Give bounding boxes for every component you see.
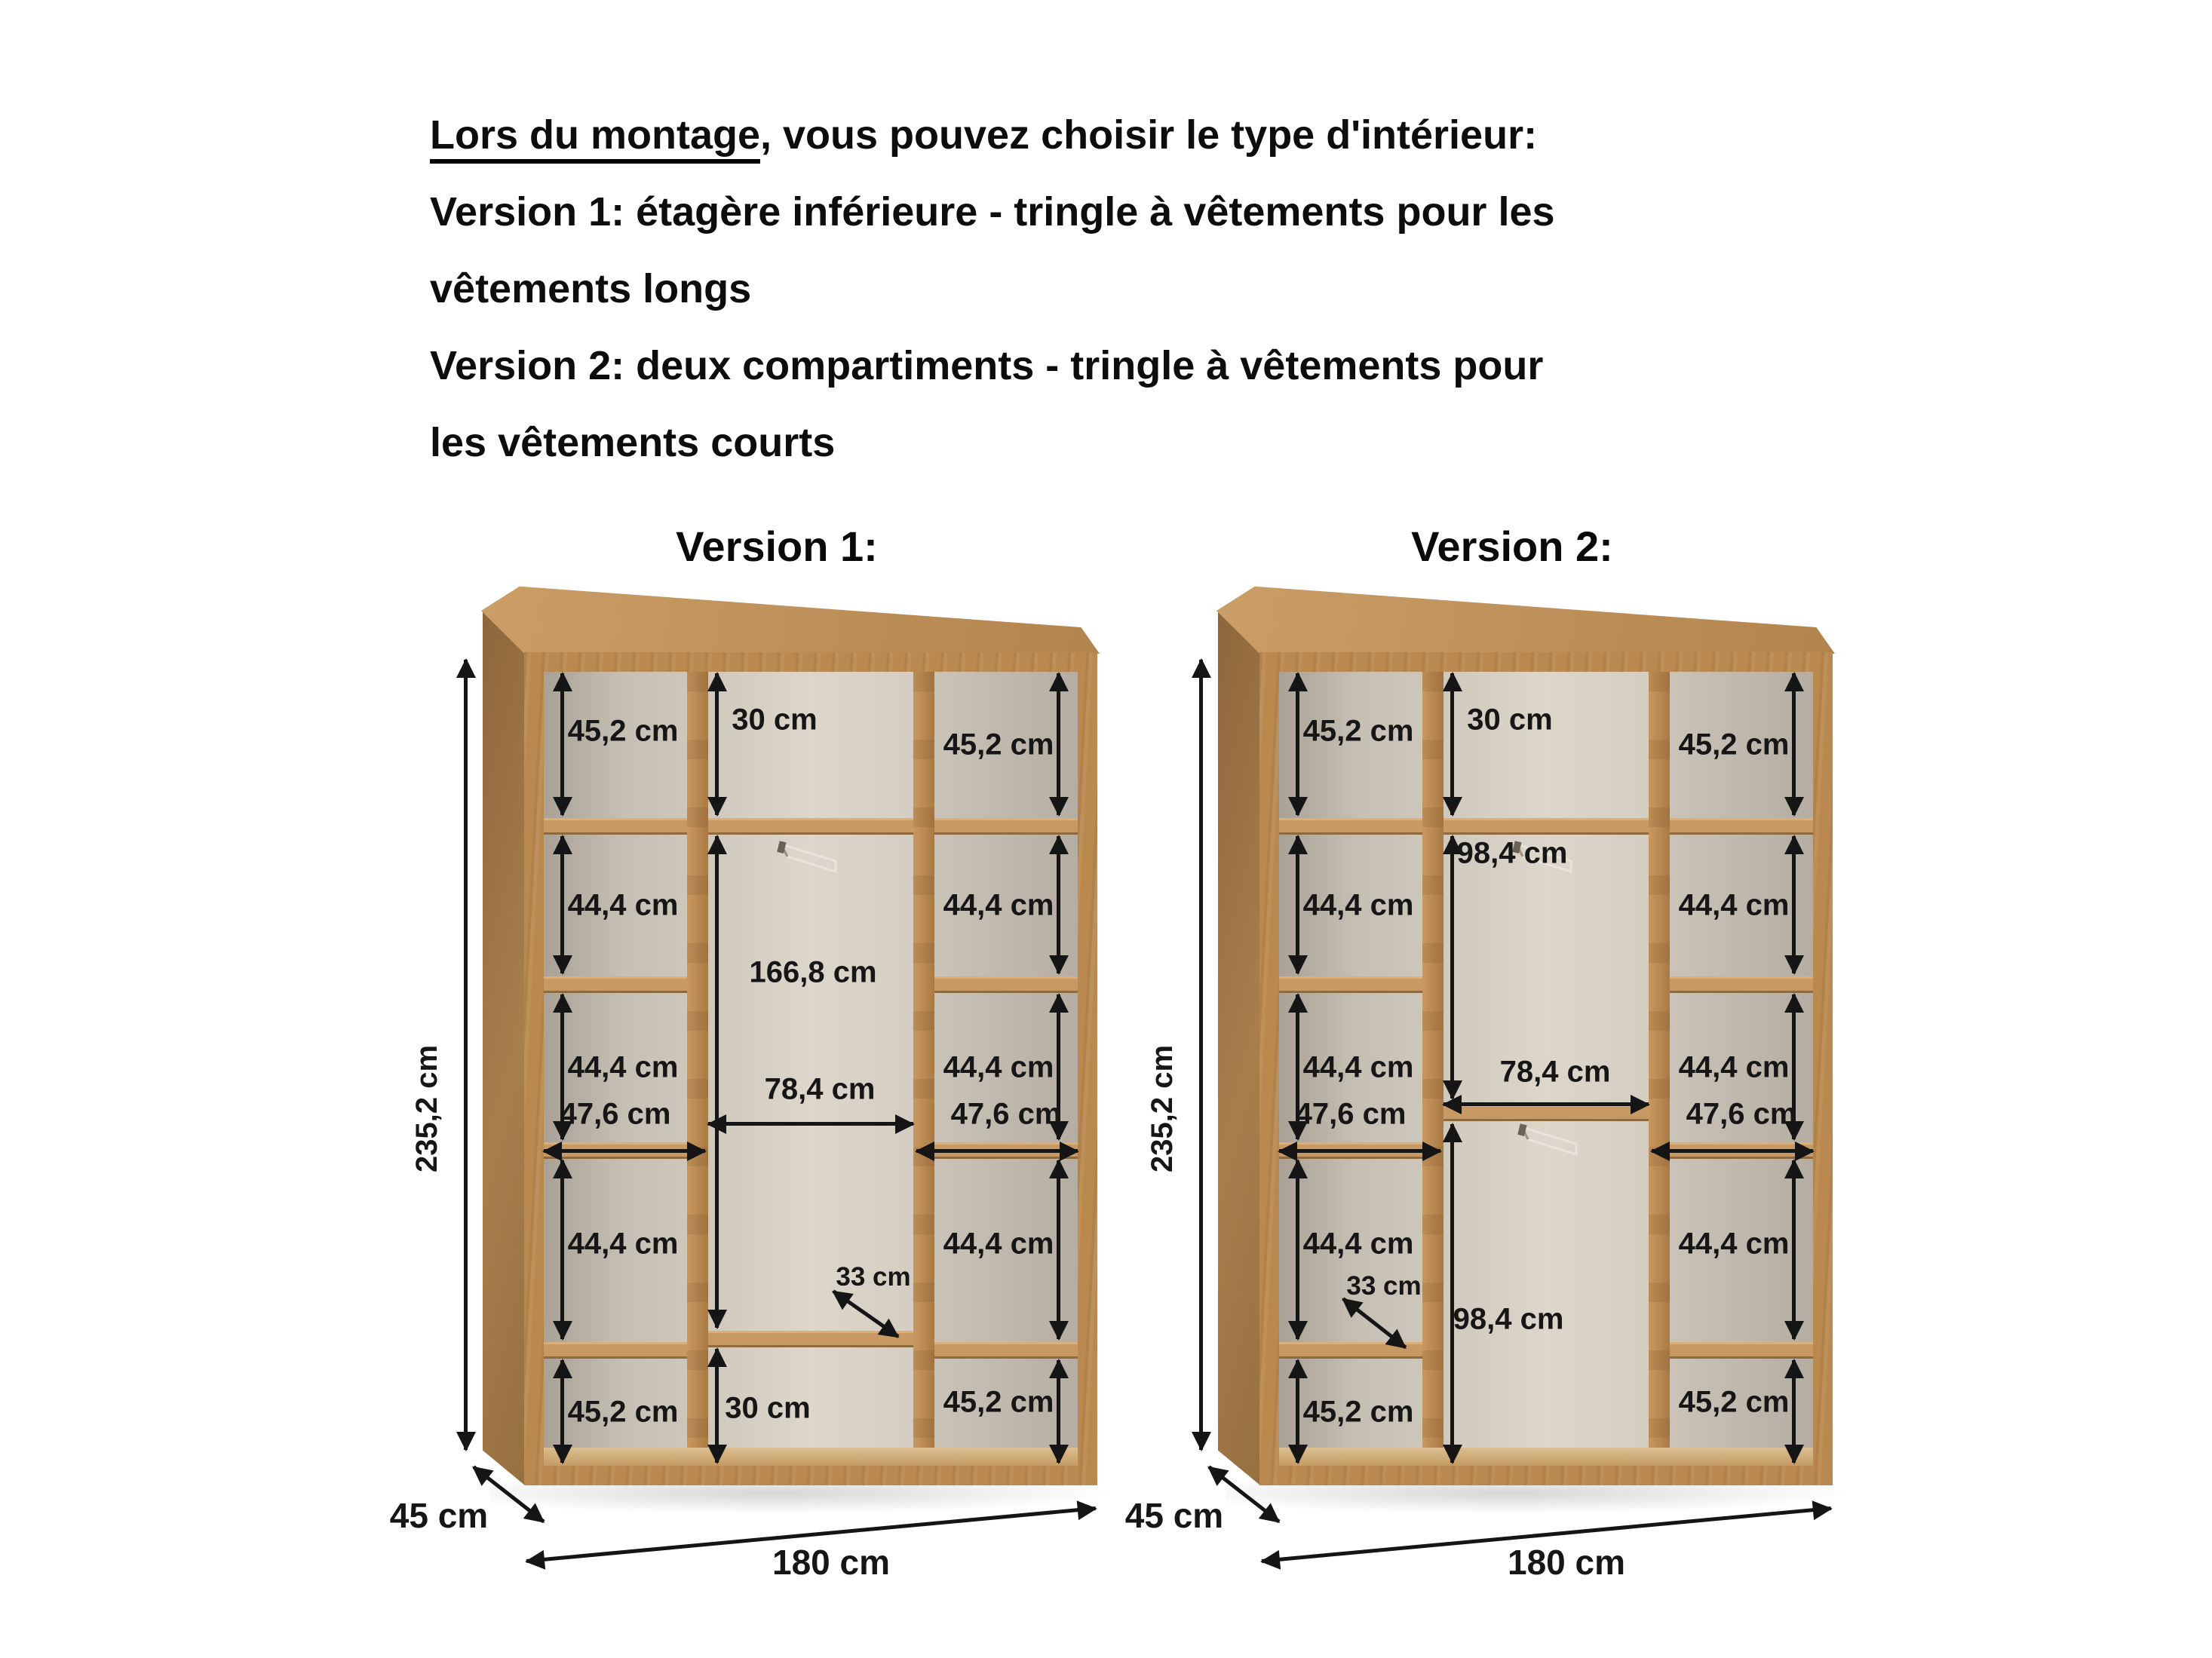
column-divider-right <box>1649 672 1670 1466</box>
shelf <box>1443 818 1649 835</box>
cabinet-side-panel <box>1218 611 1260 1485</box>
dim-arrow <box>715 673 719 815</box>
intro-underlined: Lors du montage <box>430 112 760 164</box>
dim-label: 98,4 cm <box>1456 836 1568 870</box>
dim-label: 44,4 cm <box>943 1050 1054 1084</box>
dim-arrow <box>1296 673 1299 815</box>
version-1-title: Version 1: <box>676 523 878 570</box>
dim-arrow <box>1296 836 1299 973</box>
dim-label: 47,6 cm <box>560 1097 671 1131</box>
shelf <box>1279 976 1422 993</box>
dim-label: 47,6 cm <box>950 1097 1062 1131</box>
dim-arrow-right-width <box>1652 1149 1813 1153</box>
dim-arrow <box>1296 1160 1299 1339</box>
dim-label: 45,2 cm <box>1302 1395 1414 1429</box>
dim-label: 45,2 cm <box>943 728 1054 762</box>
dim-arrow <box>1450 673 1454 815</box>
intro-rest: , vous pouvez choisir le type d'intérieur: <box>760 112 1538 158</box>
dim-arrow <box>1450 836 1454 1099</box>
version1-desc-line1: Version 1: étagère inférieure - tringle à vêtements pour les <box>430 189 1555 234</box>
dim-arrow <box>560 836 564 973</box>
shelf <box>544 1342 687 1359</box>
shelf <box>544 976 687 993</box>
dim-label-depth: 45 cm <box>1124 1496 1224 1535</box>
dim-arrow <box>1792 1360 1796 1463</box>
dim-arrow <box>1057 673 1060 815</box>
dim-label: 78,4 cm <box>1499 1055 1611 1089</box>
dim-arrow-middle-width <box>1443 1102 1649 1106</box>
dim-label: 44,4 cm <box>1678 1227 1790 1261</box>
dim-arrow-right-width <box>916 1149 1078 1153</box>
column-divider-left <box>687 672 708 1466</box>
dim-label: 45,2 cm <box>1678 728 1790 762</box>
dim-label: 98,4 cm <box>1453 1302 1564 1336</box>
version2-desc-line1: Version 2: deux compartiments - tringle à vêtements pour <box>430 343 1544 388</box>
dim-label: 45,2 cm <box>1302 714 1414 748</box>
dim-arrow-total-height <box>464 660 468 1450</box>
dim-arrow <box>1057 1160 1060 1339</box>
version-2-title: Version 2: <box>1411 523 1613 570</box>
column-divider-right <box>913 672 934 1466</box>
dim-arrow-left-width <box>544 1149 705 1153</box>
dim-label: 44,4 cm <box>567 1227 679 1261</box>
dim-label: 30 cm <box>725 1391 811 1425</box>
dim-label: 47,6 cm <box>1686 1097 1797 1131</box>
dim-label: 33 cm <box>836 1262 911 1292</box>
dim-arrow-middle-width <box>708 1122 913 1126</box>
shelf <box>934 818 1078 835</box>
dim-label: 44,4 cm <box>943 888 1054 922</box>
dim-label: 78,4 cm <box>764 1072 876 1106</box>
dim-label: 45,2 cm <box>943 1385 1054 1419</box>
dim-label-depth: 45 cm <box>389 1496 489 1535</box>
intro-text <box>430 97 1555 481</box>
version1-desc-line2: vêtements longs <box>430 266 752 311</box>
cabinet-side-panel <box>483 611 525 1485</box>
dim-arrow <box>1792 1160 1796 1339</box>
dim-arrow-left-width <box>1279 1149 1440 1153</box>
dim-label: 44,4 cm <box>1678 888 1790 922</box>
dim-arrow <box>715 1349 719 1463</box>
dim-arrow <box>1450 1124 1454 1463</box>
dim-label: 47,6 cm <box>1295 1097 1407 1131</box>
shelf <box>544 818 687 835</box>
cabinet-floor <box>1279 1448 1813 1466</box>
hanging-rail-icon <box>1516 1120 1588 1163</box>
dim-label: 30 cm <box>732 703 818 737</box>
shelf <box>1670 1342 1813 1359</box>
dim-label: 44,4 cm <box>1302 1050 1414 1084</box>
shelf <box>1443 1105 1649 1121</box>
dim-label: 44,4 cm <box>567 1050 679 1084</box>
dim-label: 33 cm <box>1346 1271 1422 1301</box>
shelf <box>1670 976 1813 993</box>
dim-arrow <box>1057 836 1060 973</box>
dim-label-total-width: 180 cm <box>772 1543 891 1582</box>
dim-arrow <box>560 673 564 815</box>
dim-label-total-height: 235,2 cm <box>410 1044 443 1172</box>
dim-label: 45,2 cm <box>1678 1385 1790 1419</box>
dim-arrow <box>1057 1360 1060 1463</box>
dim-label: 30 cm <box>1467 703 1553 737</box>
dim-arrow-total-height <box>1199 660 1203 1450</box>
shelf <box>708 818 913 835</box>
hanging-rail-icon <box>775 837 847 881</box>
dim-arrow <box>1792 673 1796 815</box>
wardrobe-version-1 <box>389 520 1139 1629</box>
dim-label: 44,4 cm <box>1302 1227 1414 1261</box>
dim-arrow <box>715 836 719 1328</box>
dim-label: 44,4 cm <box>943 1227 1054 1261</box>
dim-label: 44,4 cm <box>1678 1050 1790 1084</box>
version2-desc-line2: les vêtements courts <box>430 420 836 465</box>
dim-arrow <box>560 1360 564 1463</box>
dim-arrow <box>1792 836 1796 973</box>
shelf <box>934 976 1078 993</box>
shelf <box>1670 818 1813 835</box>
cabinet-top-panel <box>1216 584 1835 654</box>
dim-label-total-height: 235,2 cm <box>1146 1044 1179 1172</box>
cabinet-top-panel <box>481 584 1100 654</box>
column-divider-left <box>1422 672 1443 1466</box>
intro-line-1 <box>430 97 1555 173</box>
shelf <box>1279 818 1422 835</box>
dim-arrow <box>560 1160 564 1339</box>
wardrobe-version-2 <box>1124 520 1874 1629</box>
dim-label: 44,4 cm <box>1302 888 1414 922</box>
dim-label: 45,2 cm <box>567 1395 679 1429</box>
cabinet-floor <box>544 1448 1078 1466</box>
shelf <box>934 1342 1078 1359</box>
dim-label-total-width: 180 cm <box>1507 1543 1626 1582</box>
dim-label: 45,2 cm <box>567 714 679 748</box>
dim-arrow <box>1296 1360 1299 1463</box>
dim-label: 166,8 cm <box>749 955 877 989</box>
dim-label: 44,4 cm <box>567 888 679 922</box>
